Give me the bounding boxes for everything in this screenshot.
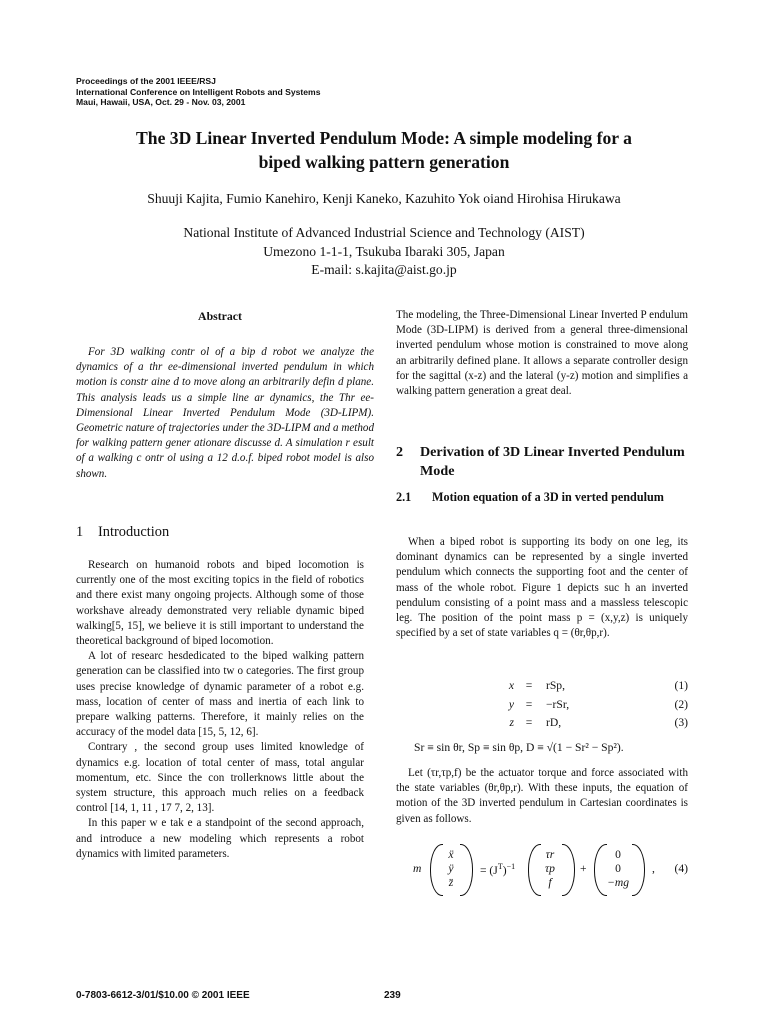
paper-title: [60, 126, 708, 174]
eq4-force: f: [548, 876, 552, 889]
section-2-heading: [396, 443, 688, 481]
equation-operator: =: [525, 679, 533, 692]
section-2-1-paragraph-1: When a biped robot is supporting its body on one leg, its dominant dynamics can be represented by a single inverted pendulum which connects the supporting foot and the center of mass of the whole robot. Figure 1 depicts suc h an inverted pendulum consisting of a point mass and a massless telescopic leg. The position of the point mass p = (x,y,z) is uniquely specified by a set of state variables q = (θr,θp,r).: [396, 536, 688, 640]
abstract-heading: Abstract: [198, 309, 242, 323]
equation-rhs: −rSr,: [546, 697, 570, 711]
eq4-acceleration-vector: [442, 848, 460, 890]
eq4-gravity-vector: [604, 848, 632, 890]
eq4-plus: +: [580, 862, 587, 875]
page-number: 239: [384, 990, 401, 1001]
proceedings-line-3: Maui, Hawaii, USA, Oct. 29 - Nov. 03, 2001: [76, 97, 246, 107]
introduction-body: [76, 558, 364, 862]
equation-operator: =: [525, 716, 533, 729]
author-list: Shuuji Kajita, Fumio Kanehiro, Kenji Kaneko, Kazuhito Yok oiand Hirohisa Hirukawa: [147, 191, 621, 206]
eq4-jacobian-transpose: T: [497, 862, 503, 871]
column-2-intro-paragraph: The modeling, the Three-Dimensional Linear Inverted P endulum Mode (3D-LIPM) is derived from a general three-dimensional inverted pendulum whose motion is constrained to move along an arbitrarily defined plane. It allows a separate controller design for the sagittal (x-z) and the lateral (y-z) motion and simplifies a walking pattern generation a great deal.: [396, 309, 688, 398]
eq4-mass: m: [413, 862, 422, 875]
equation-operator: =: [525, 697, 533, 711]
proceedings-header: [76, 76, 476, 108]
section-2-title: Derivation of 3D Linear Inverted Pendulum Mode: [420, 444, 685, 479]
equation-number: (4): [674, 862, 688, 875]
footer-copyright: 0-7803-6612-3/01/$10.00 © 2001 IEEE: [76, 990, 250, 1001]
eq4-jacobian-open: = (J: [480, 863, 498, 877]
intro-paragraph-2: A lot of researc hesdedicated to the biped walking pattern generation can be classified into tw o categories. The first group uses precise knowledge of dynamic parameter of a robot e.g. mass, location of center of mass and inertia of each link to prepare walking patterns. Therefore, it mainly relies on the accuracy of the model data [15, 5, 12, 6].: [76, 650, 364, 739]
abstract-text: For 3D walking contr ol of a bip d robot we analyze the dynamics of a thr ee-dimensional inverted pendulum in which motion is constr aine d to move along an arbitrarily defin d plane. This analysis leads us a simple line ar dynamics, the Thr ee-Dimensional Linear Inverted Pendulum Mode (3D-LIPM). Geometric nature of trajectories under the 3D-LIPM and a method for walking pattern gener ationare discusse d. A simulation r esult of a walking c ontr ol using a 12 d.o.f. biped robot model is also shown.: [76, 346, 374, 480]
eq4-tau-p: τp: [545, 862, 555, 875]
eq4-comma: ,: [652, 862, 655, 875]
subsection-2-1-title: Motion equation of a 3D in verted pendulum: [432, 490, 664, 504]
affiliation-address: Umezono 1-1-1, Tsukuba Ibaraki 305, Japan: [263, 243, 505, 259]
eq4-jacobian-inverse: −1: [506, 862, 516, 871]
eq4-grav-y: 0: [615, 862, 621, 875]
proceedings-line-2: International Conference on Intelligent Robots and Systems: [76, 86, 321, 97]
equation-lhs: x: [508, 679, 514, 692]
eq4-acc-y: ÿ: [448, 862, 454, 875]
equations-1-3: [396, 679, 688, 735]
subsection-2-1-heading: [396, 490, 688, 506]
right-paren-icon: [562, 844, 575, 896]
equation-row: [396, 698, 688, 717]
title-line-2: biped walking pattern generation: [258, 152, 510, 172]
eq4-acc-x: ẍ: [448, 848, 454, 861]
proceedings-line-1: Proceedings of the 2001 IEEE/RSJ: [76, 76, 216, 86]
equation-number: (1): [674, 679, 688, 692]
equation-lhs: z: [509, 716, 514, 729]
section-1-heading: [76, 524, 169, 541]
equation-4: [396, 844, 688, 894]
title-line-1: The 3D Linear Inverted Pendulum Mode: A simple modeling for a: [136, 128, 632, 148]
eq4-tau-r: τr: [545, 848, 555, 861]
subsection-2-1-number: 2.1: [396, 490, 412, 504]
section-2-number: 2: [396, 444, 404, 460]
right-paren-icon: [632, 844, 645, 896]
eq4-input-vector: [538, 848, 562, 890]
equation-number: (3): [674, 716, 688, 729]
eq4-jacobian-close: ): [502, 863, 507, 877]
eq4-jacobian: [480, 862, 515, 877]
right-paren-icon: [460, 844, 473, 896]
affiliation: [60, 224, 708, 280]
affiliation-email: E-mail: s.kajita@aist.go.jp: [311, 262, 457, 277]
equation-rhs: rSp,: [546, 679, 566, 692]
intro-paragraph-3: Contrary , the second group uses limited knowledge of dynamics e.g. location of total center of mass, total angular momentum, etc. Since the con trollerknows little about the system structure, this approach much relies on a feedback control [14, 1, 11 , 17 7, 2, 13].: [76, 741, 364, 815]
section-1-title: Introduction: [98, 524, 170, 540]
equation-row: [396, 716, 688, 735]
equation-row: [396, 679, 688, 698]
eq4-acc-z: z̈: [448, 876, 454, 889]
equation-rhs: rD,: [546, 716, 562, 729]
section-1-number: 1: [76, 524, 84, 540]
eq4-grav-x: 0: [615, 848, 621, 861]
intro-paragraph-4: In this paper w e tak e a standpoint of the second approach, and introduce a new modeling which represents a robot dynamics with limited parameters.: [76, 817, 364, 860]
equation-number: (2): [674, 697, 688, 711]
equation-lhs: y: [508, 697, 514, 711]
intro-paragraph-1: Research on humanoid robots and biped locomotion is currently one of the most exciting topics in the field of robotics and there exist many ongoing projects. Although some of those workshave already demonstrated very reliable dynamic biped walking[5, 15], we believe it is still important to understand the theoretical background of biped locomotion.: [76, 559, 364, 648]
section-2-1-paragraph-2: Let (τr,τp,f) be the actuator torque and force associated with the state variables (θr,θp,r). With these inputs, the equation of motion of the 3D inverted pendulum in Cartesian coordinates is given as follows.: [396, 767, 688, 825]
affiliation-institute: National Institute of Advanced Industrial Science and Technology (AIST): [183, 225, 585, 240]
eq4-grav-z: −mg: [607, 876, 629, 889]
sine-definitions-equation: Sr ≡ sin θr, Sp ≡ sin θp, D ≡ √(1 − Sr² − Sp²).: [414, 741, 624, 754]
